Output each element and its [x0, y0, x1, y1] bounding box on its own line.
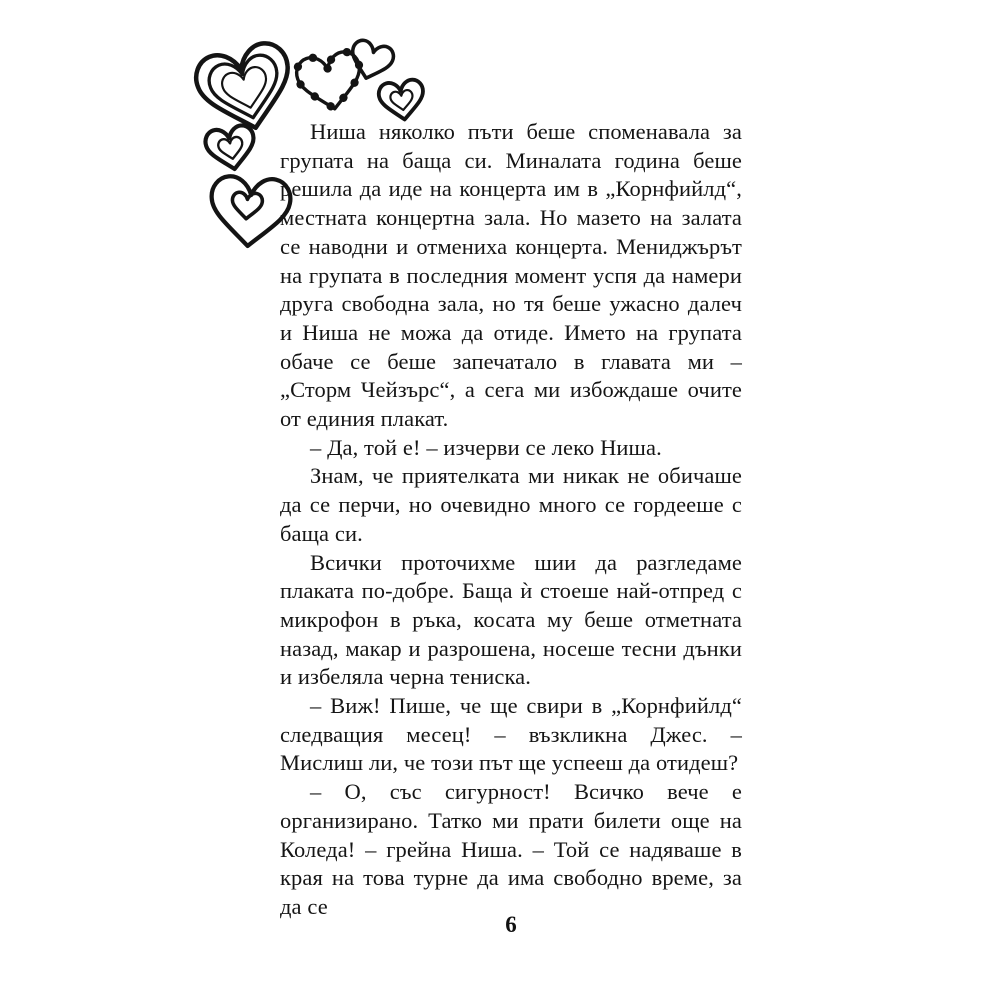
paragraph: Ниша няколко пъти беше споменавала за групата на баща си. Миналата година беше решила да иде на концерта им в „Корнфийлд“, местната концертна зала. Но мазето на залата се наводни и отмениха концерта. Мениджърът на групата в последния момент успя да намери друга свободна зала, но тя беше ужасно далеч и Ниша не можа да отиде. Името на групата обаче се беше запечатало в главата ми – „Сторм Чейзърс“, а сега ми избождаше очите от единия плакат.	[280, 119, 742, 432]
page-number: 6	[505, 912, 517, 937]
page-text	[280, 118, 742, 922]
paragraph: Всички проточихме шии да разгледаме плаката по-добре. Баща ѝ стоеше най-отпред с микрофон в ръка, косата му беше отметната назад, макар и разрошена, носеше тесни дънки и избеляла черна тениска.	[280, 549, 742, 690]
paragraph: Знам, че приятелката ми никак не обичаше да се перчи, но очевидно много се гордееше с баща си.	[280, 463, 742, 546]
paragraph-dialogue: – Виж! Пише, че ще свири в „Корнфийлд“ следващия месец! – възкликна Джес. – Мислиш ли, че този път ще успееш да отидеш?	[280, 693, 742, 776]
paragraph-dialogue: – О, със сигурност! Всичко вече е организирано. Татко ми прати билети още на Коледа! – грейна Ниша. – Той се надяваше в края на това турне да има свободно време, за да се	[280, 779, 742, 919]
paragraph-dialogue: – Да, той е! – изчерви се леко Ниша.	[310, 434, 662, 460]
